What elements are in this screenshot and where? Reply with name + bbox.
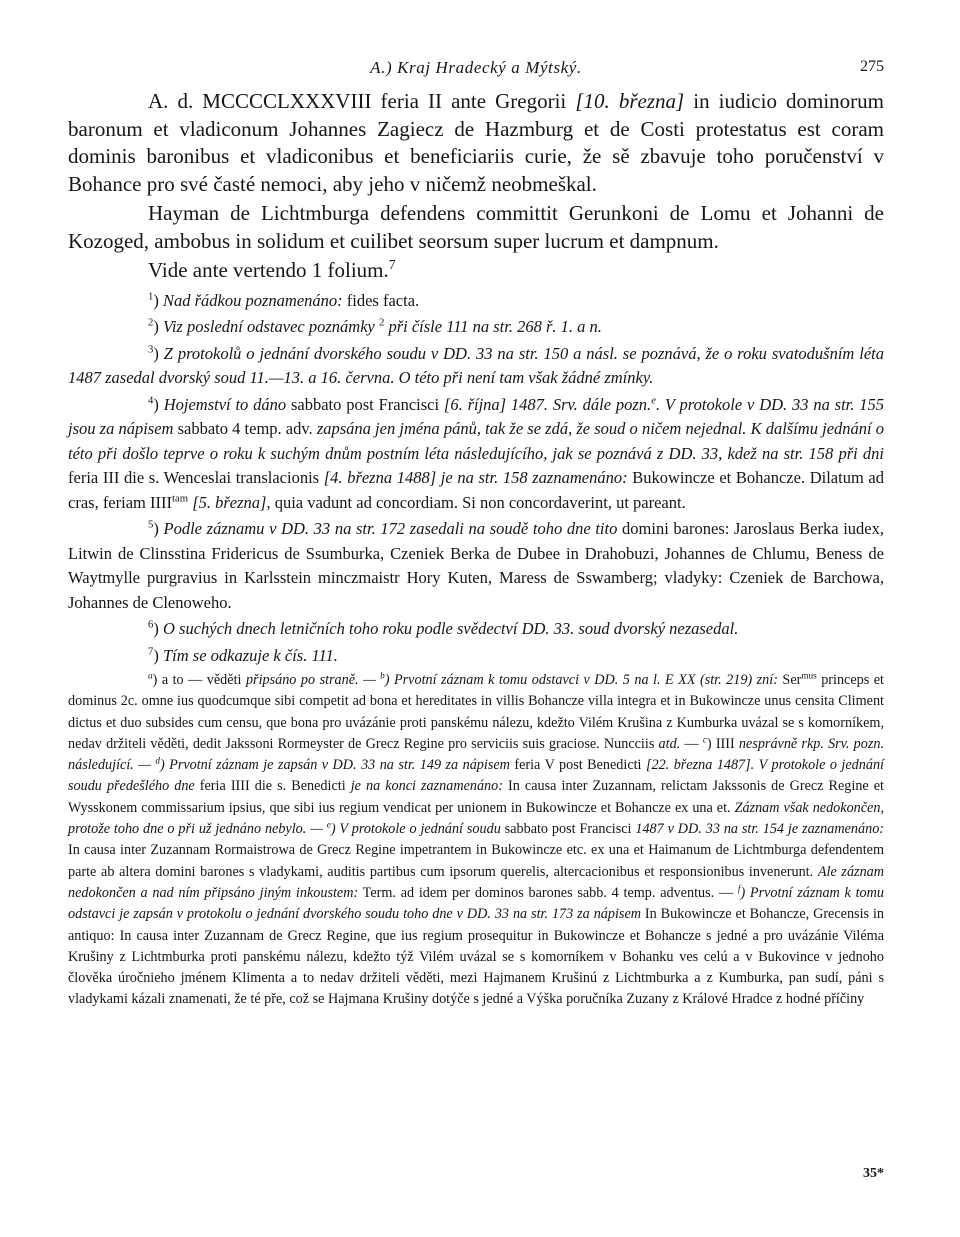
superscript-mark: a	[148, 670, 153, 681]
text-segment: Ale záznam nedokončen a nad ním připsáno jiným inkoustem:	[68, 863, 885, 901]
text-segment: ) V protokole o jednání soudu	[330, 821, 501, 838]
text-segment: —	[680, 735, 703, 752]
text-segment: Ser	[777, 672, 802, 688]
superscript-mark: 2	[378, 316, 385, 329]
superscript-mark: tam	[171, 492, 189, 504]
superscript-mark: mus	[801, 670, 817, 681]
text-segment: atd.	[658, 735, 681, 752]
superscript-mark: 3	[148, 343, 154, 355]
text-segment: feria III die s. Wenceslai translacionis	[68, 468, 324, 487]
text-segment: feria IIII die s. Benedicti	[194, 778, 351, 795]
paragraph-vide	[68, 257, 884, 285]
text-segment: ) Prvotní záznam k tomu odstavci v DD. 5 na l. E XX (str. 219) zní:	[384, 672, 778, 688]
superscript-mark: e	[651, 394, 656, 406]
note-7	[68, 644, 884, 669]
superscript-mark: d	[155, 755, 160, 766]
note-5	[68, 517, 884, 615]
superscript-mark: f	[737, 883, 741, 894]
text-segment: Podle záznamu v DD. 33 na str. 172 zasedali na soudě toho dne tito	[163, 519, 618, 538]
text-segment: nesprávně rkp. Srv. pozn. následující. —	[68, 735, 885, 774]
text-segment: )	[153, 394, 164, 414]
text-segment: , quia vadunt ad concordiam. Si non concordaverint, ut pareant.	[266, 492, 686, 512]
text-segment: feria V post Benedicti	[509, 757, 646, 774]
text-segment: připsáno po straně. —	[245, 672, 381, 688]
text-segment: Viz poslední odstavec poznámky	[162, 317, 379, 336]
note-1	[68, 289, 884, 314]
text-segment: Term. ad idem per dominos barones sabb. 4 temp. adventus. —	[358, 884, 738, 901]
text-segment: Vide ante vertendo 1 folium.	[148, 258, 389, 282]
text-segment: [22. března 1487]. V protokole o jednání soudu předešlého dne	[68, 757, 884, 795]
text-segment: fides facta.	[342, 290, 420, 310]
text-segment: In Bukowincze et Bohancze, Grecensis in antiquo: In causa inter Zuzannam de Grecz Regine, que ius regium prosequitur in Bukowincze et Bohancze s jedné a pro uvázánie Viléma Krušiny z Lichtmburka proti panskému nálezu, kdežto týž Vilém uvázal se s komorníkem v Bohanku ves celú a v Bukovince v jednoho člověka úročnieho jménem Klimenta a to nedav držiteli věděti, mezi Hajmanem Krušinú z Lichtmburka a z Kumburka, pan sudí, páni s vladykami kázali znamenati, že té pře, což se Hajmana Krušiny dotýče s jedné a Výška poručníka Zuzany z Králové Hradce z hodné příčiny	[68, 906, 884, 1008]
text-segment: Nad řádkou poznamenáno:	[162, 290, 343, 310]
superscript-mark: 2	[148, 316, 154, 329]
text-segment: In causa inter Zuzannam, relictam Jakssonis de Grecz Regine et Wysskonem commissarium ipsius, que sibi ius regium vendicat per unionem in Bukowincze et Bohancze ex una et.	[68, 778, 884, 816]
text-segment: )	[153, 290, 163, 310]
text-segment: domini barones: Jaroslaus Berka iudex, Litwin de Clinsstina Fridericus de Ssumburka, Czeniek Berka de Dubee in Drahobuzi, Johannes de Chlumu, Beness de Waytmylle purgravius in Karlsstein minczmaistr Hory Kuten, Maress de Sswamberg; vladyky: Czeniek de Barchowa, Johannes de Clenoweho.	[68, 519, 884, 612]
text-segment: Hojemství to dáno	[163, 394, 287, 414]
text-segment: )	[153, 645, 163, 665]
text-segment: při čísle 111 na str. 268 ř. 1. a n.	[384, 317, 602, 336]
text-segment: [5. března]	[192, 492, 267, 512]
footnote-block	[68, 670, 884, 1011]
text-segment: 1487 v DD. 33 na str. 154 je zaznamenáno:	[635, 821, 885, 838]
text-segment: Hayman de Lichtmburga defendens committit Gerunkoni de Lomu et Johanni de Kozoged, ambobus in solidum et cuilibet seorsum super lucrum et dampnum.	[68, 201, 884, 253]
text-segment: [4. března 1488] je na str. 158 zaznamenáno:	[323, 468, 628, 487]
text-segment: ) IIII	[706, 735, 739, 752]
page-number: 275	[860, 58, 884, 75]
superscript-mark: 6	[148, 618, 154, 631]
text-segment: Z protokolů o jednání dvorského soudu v DD. 33 na str. 150 a násl. se poznává, že o roku svatodušním léta 1487 zasedal dvorský soud 11.—13. a 16. června. O této při není tam však žádné zmínky.	[68, 343, 884, 387]
text-segment: princeps et dominus 2c. omne ius quodcumque sibi competit ad bona et hereditates in villis Bohancze villa integra et in Bukowincze unus censita Climent dictus et duo subsides cum censu, que bona pro uvázánie proti panskému nálezu, kdežto Vilém Krušina z Kumburka uvázal se s komorníkem, nedav držiteli věděti, dedit Jakssoni Rormeyster de Grecz Regine pro serviciis suis graciose. Nuncciis	[68, 672, 884, 752]
critical-apparatus	[68, 670, 884, 1011]
superscript-mark: c	[702, 734, 707, 745]
text-segment: ) a to — věděti	[152, 672, 246, 688]
text-segment: )	[153, 619, 163, 638]
text-segment: [10. března]	[575, 89, 685, 113]
note-2	[68, 315, 884, 340]
text-segment: sabbato 4 temp. adv.	[173, 419, 317, 438]
paragraph-defendens	[68, 200, 884, 255]
text-segment: zapsána jen jména pánů, tak že se zdá, že soud o ničem nejednal. K dalšímu jednání o této při došlo teprve o roku k suchým dnům postním léta následujícího, jak se poznává z DD. 33, kdež na str. 158 při dni	[68, 419, 884, 463]
text-segment: Záznam však nedokončen, protože toho dne o při už jednáno nebylo. —	[68, 799, 884, 838]
note-4	[68, 393, 884, 516]
superscript-mark: 4	[148, 394, 154, 406]
text-segment: . V protokole v DD. 33 na str. 155 jsou za nápisem	[68, 394, 884, 438]
running-title: A.) Kraj Hradecký a Mýtský.	[370, 58, 582, 77]
running-header	[68, 52, 884, 88]
signature-mark: 35*	[863, 1166, 884, 1181]
note-6	[68, 617, 884, 642]
text-segment: [6. října] 1487. Srv. dále pozn.	[443, 394, 652, 414]
text-segment: ) Prvotní záznam k tomu odstavci je zapsán v protokolu o jednání dvorského soudu toho dne v DD. 33 na str. 173 za nápisem	[68, 884, 884, 923]
text-segment: in iudicio dominorum baronum et vladiconum Johannes Zagiecz de Hazmburg et de Costi protestatus est coram dominis baronibus et vladiconibus et beneficiariis curie, že sě zbavuje toho poručenství v Bohance pro své časté nemoci, aby jeho v ničemž neobmeškal.	[68, 89, 885, 196]
editorial-notes	[68, 289, 884, 669]
superscript-mark: 7	[388, 257, 396, 272]
text-segment: )	[153, 519, 164, 538]
text-segment: Bukowincze et Bohancze. Dilatum ad cras, feriam IIII	[68, 468, 885, 512]
superscript-mark: 1	[148, 290, 154, 302]
superscript-mark: e	[326, 819, 331, 830]
superscript-mark: 7	[148, 645, 154, 657]
paragraph-record	[68, 88, 884, 198]
text-segment: sabbato post Francisci	[286, 394, 444, 414]
text-segment: ) Prvotní záznam je zapsán v DD. 33 na str. 149 za nápisem	[159, 757, 510, 774]
text-segment: Tím se odkazuje k čís. 111.	[162, 645, 338, 665]
text-segment: A. d. MCCCCLXXXVIII feria II ante Gregorii	[148, 89, 576, 113]
text-segment: )	[153, 343, 164, 363]
text-segment: In causa inter Zuzannam Rormaistrowa de Grecz Regine impetrantem in Bukowincze etc. ex una et Haimanum de Lichtmburga defendentem parte ab altera domini barones s vladykami, auditis partibus cum ipsorum querelis, altercacionibus et responsionibus invenerunt.	[68, 842, 884, 880]
text-segment: je na konci zaznamenáno:	[350, 778, 503, 795]
superscript-mark: 5	[148, 518, 154, 531]
text-segment: )	[153, 317, 163, 336]
note-3	[68, 342, 884, 391]
superscript-mark: b	[380, 670, 385, 681]
text-segment: O suchých dnech letničních toho roku podle svědectví DD. 33. soud dvorský nezasedal.	[162, 619, 739, 638]
main-text	[68, 88, 884, 285]
text-segment: sabbato post Francisci	[500, 821, 636, 838]
